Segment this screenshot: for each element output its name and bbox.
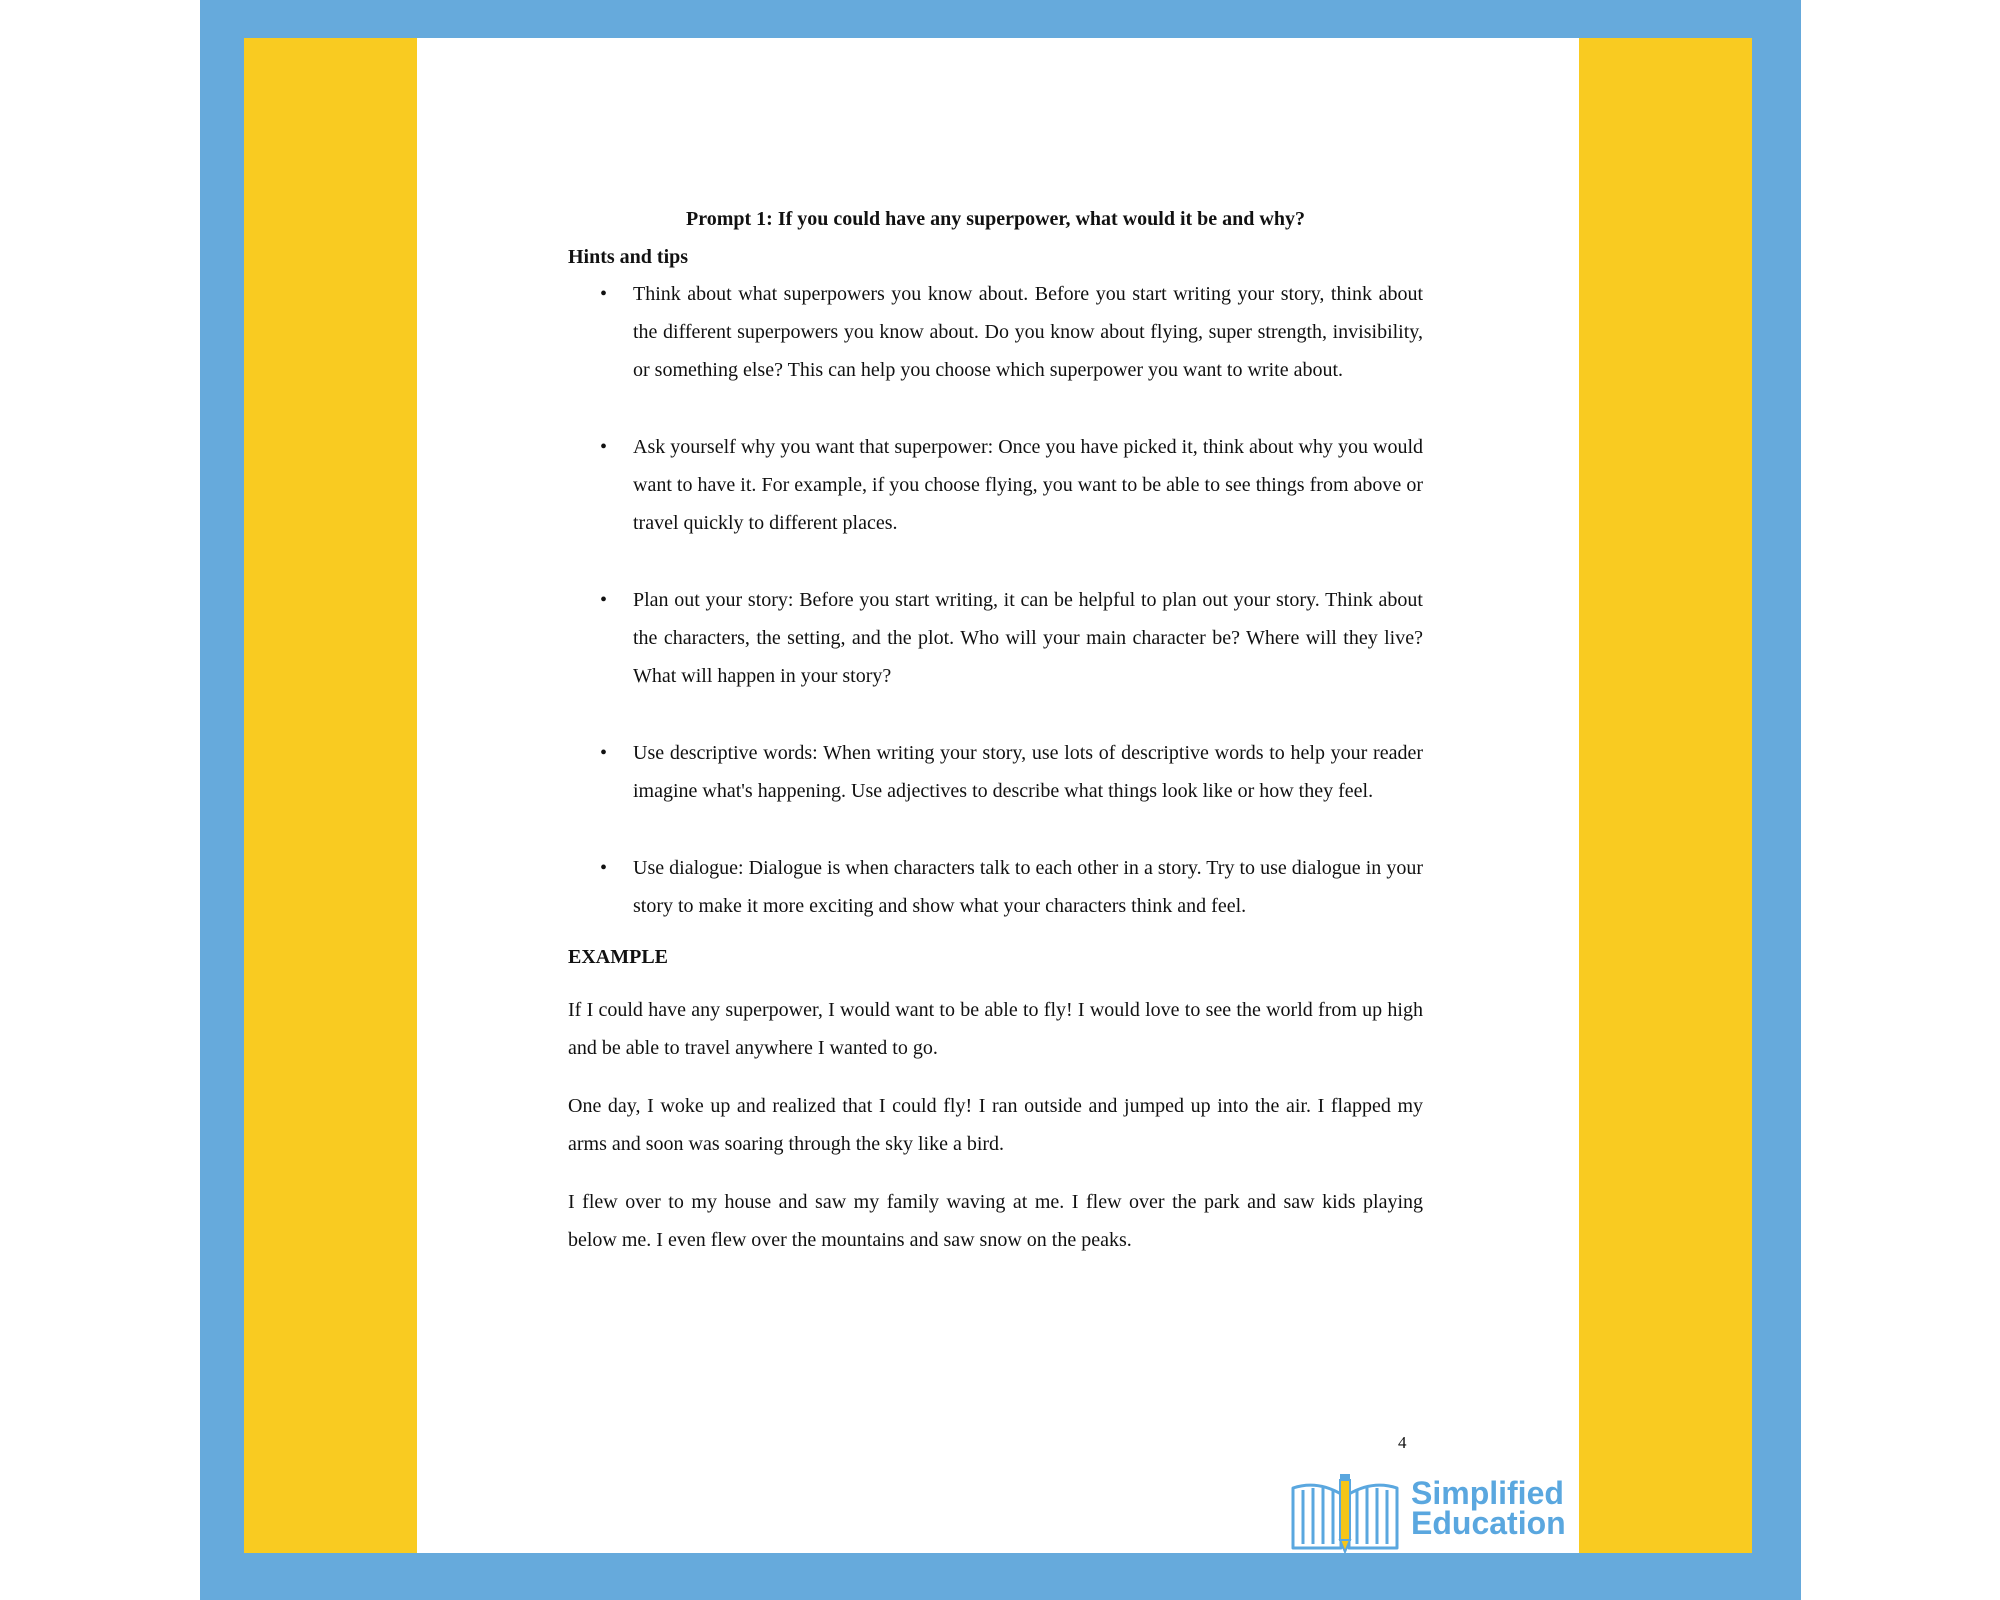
bullet-icon: • <box>600 589 608 611</box>
list-item <box>568 849 1423 925</box>
logo-line-2: Education <box>1411 1505 1566 1541</box>
list-item <box>568 734 1423 810</box>
example-paragraph: One day, I woke up and realized that I could fly! I ran outside and jumped up into the air. I flapped my arms and soon was soaring through the sky like a bird. <box>568 1095 1423 1155</box>
hints-heading: Hints and tips <box>568 246 689 268</box>
tip-text: Use dialogue: Dialogue is when characters talk to each other in a story. Try to use dialogue in your story to make it more exciting and show what your characters think and feel. <box>633 857 1423 917</box>
logo-text <box>1411 1475 1566 1541</box>
list-item <box>568 581 1423 695</box>
tip-text: Ask yourself why you want that superpower: Once you have picked it, think about why you would want to have it. For example, if you choose flying, you want to be able to see things from above or travel quickly to different places. <box>633 436 1423 534</box>
bullet-icon: • <box>600 742 608 764</box>
example-paragraph: I flew over to my house and saw my family waving at me. I flew over the park and saw kids playing below me. I even flew over the mountains and saw snow on the peaks. <box>568 1191 1423 1251</box>
bullet-icon: • <box>600 436 608 458</box>
tip-text: Think about what superpowers you know about. Before you start writing your story, think about the different superpowers you know about. Do you know about flying, super strength, invisibility, or something else? This can help you choose which superpower you want to write about. <box>633 283 1423 381</box>
prompt-title: Prompt 1: If you could have any superpower, what would it be and why? <box>686 208 1305 230</box>
tips-list <box>568 275 1423 925</box>
simplified-education-logo <box>1289 1472 1579 1553</box>
list-item <box>568 275 1423 389</box>
document-page <box>417 38 1579 1553</box>
example-paragraph: If I could have any superpower, I would want to be able to fly! I would love to see the world from up high and be able to travel anywhere I wanted to go. <box>568 999 1423 1059</box>
logo-line-1: Simplified <box>1411 1475 1564 1511</box>
page-number: 4 <box>1398 1433 1407 1452</box>
tip-text: Use descriptive words: When writing your story, use lots of descriptive words to help your reader imagine what's happening. Use adjectives to describe what things look like or how they feel. <box>633 742 1423 802</box>
open-book-pencil-icon <box>1289 1472 1401 1553</box>
page-content <box>568 205 1423 1279</box>
bullet-icon: • <box>600 857 608 879</box>
example-heading: EXAMPLE <box>568 946 668 968</box>
list-item <box>568 428 1423 542</box>
tip-text: Plan out your story: Before you start writing, it can be helpful to plan out your story. Think about the characters, the setting, and the plot. Who will your main character be? Where will they live? What will happen in your story? <box>633 589 1423 687</box>
bullet-icon: • <box>600 283 608 305</box>
